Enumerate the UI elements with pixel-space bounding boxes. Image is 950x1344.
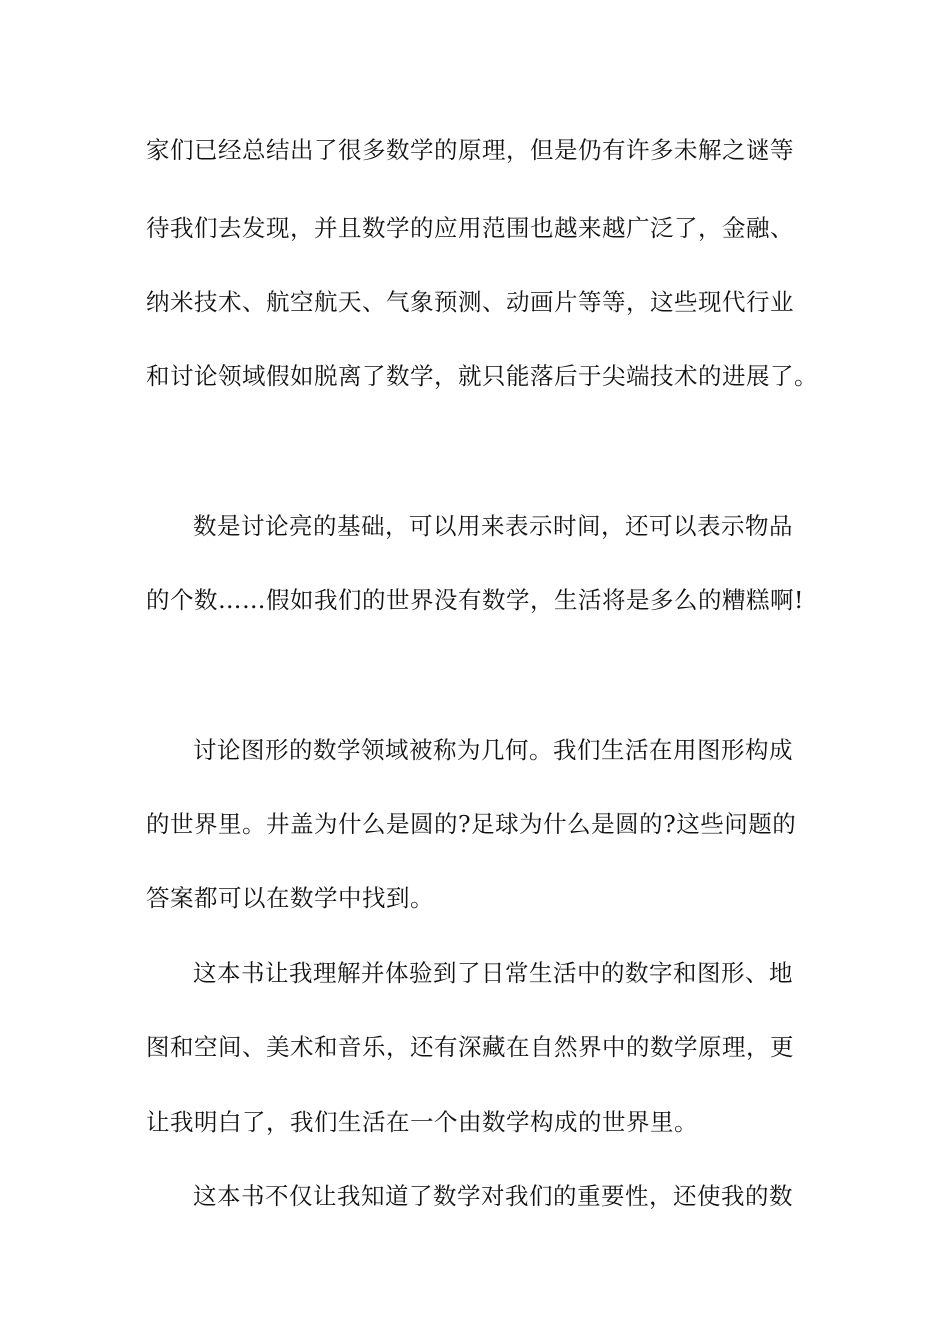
text-line: 家们已经总结出了很多数学的原理，但是仍有许多未解之谜等 (146, 136, 794, 164)
text-line: 的世界里。井盖为什么是圆的?足球为什么是圆的?这些问题的 (146, 810, 797, 838)
paragraph-first-line: 这本书让我理解并体验到了日常生活中的数字和图形、地 (193, 959, 793, 987)
paragraph-first-line: 这本书不仅让我知道了数学对我们的重要性，还使我的数 (193, 1182, 793, 1210)
paragraph-first-line: 数是讨论亮的基础，可以用来表示时间，还可以表示物品 (193, 512, 793, 540)
text-line: 待我们去发现，并且数学的应用范围也越来越广泛了，金融、 (146, 214, 794, 242)
text-line: 的个数……假如我们的世界没有数学，生活将是多么的糟糕啊! (146, 586, 804, 614)
paragraph-first-line: 讨论图形的数学领域被称为几何。我们生活在用图形构成 (193, 736, 793, 764)
text-line: 让我明白了，我们生活在一个由数学构成的世界里。 (146, 1108, 698, 1136)
text-line: 答案都可以在数学中找到。 (146, 884, 434, 912)
text-line: 图和空间、美术和音乐，还有深藏在自然界中的数学原理，更 (146, 1033, 794, 1061)
text-line: 纳米技术、航空航天、气象预测、动画片等等，这些现代行业 (146, 288, 794, 316)
text-line: 和讨论领域假如脱离了数学，就只能落后于尖端技术的进展了。 (146, 362, 818, 390)
